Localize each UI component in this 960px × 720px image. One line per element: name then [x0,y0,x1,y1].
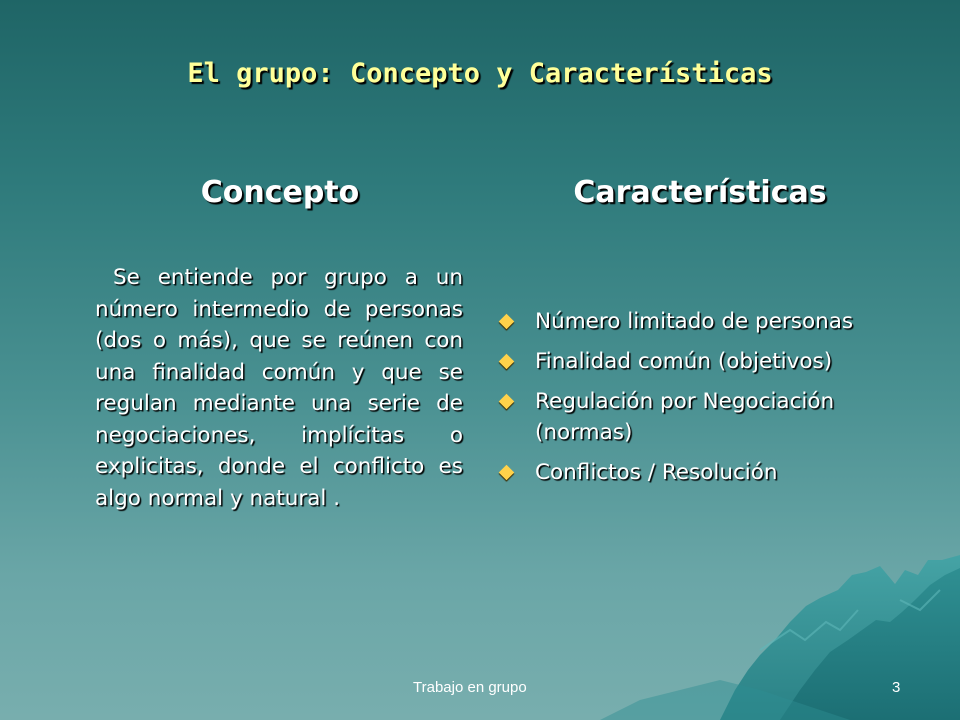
diamond-bullet-icon [499,354,515,370]
concept-heading: Concepto [200,175,360,210]
list-item [497,306,917,337]
list-item-label: Número limitado de personas [535,309,854,334]
diamond-bullet-icon [499,465,515,481]
list-item [497,457,917,488]
list-item-label: Conflictos / Resolución [535,460,778,485]
list-item [497,346,917,377]
list-item-label: Finalidad común (objetivos) [535,349,833,374]
list-item [497,386,917,448]
footer-label: Trabajo en grupo [413,679,527,696]
list-item-label: Regulación por Negociación (normas) [535,389,835,445]
characteristics-list [497,306,917,497]
page-number: 3 [892,679,901,696]
concept-text: Se entiende por grupo a un número intermedio de personas (dos o más), que se reúnen con una finalidad común y que se regulan mediante una serie de negociaciones, implícitas o explicitas, donde el conflicto es algo normal y natural . [95,265,463,511]
concept-paragraph [95,262,463,514]
diamond-bullet-icon [499,394,515,410]
diamond-bullet-icon [499,314,515,330]
slide-title: El grupo: Concepto y Características [187,58,773,89]
characteristics-heading: Características [573,175,827,210]
